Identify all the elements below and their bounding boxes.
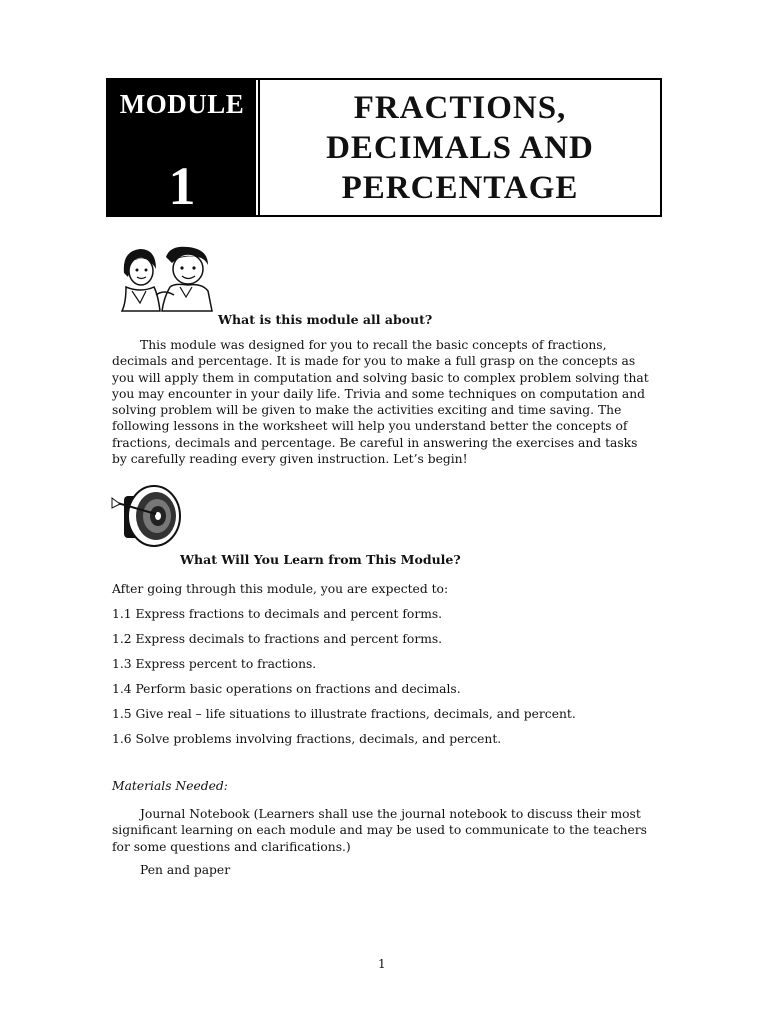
materials-label: Materials Needed: [112, 779, 228, 793]
module-label-block [108, 80, 256, 215]
objective-item: 1.5 Give real – life situations to illustrate fractions, decimals, and percent. [112, 707, 576, 721]
module-title [310, 88, 610, 208]
objective-item: 1.2 Express decimals to fractions and percent forms. [112, 632, 443, 646]
about-paragraph-text: This module was designed for you to recall the basic concepts of fractions, decimals and percentage. It is made for you to make a full grasp on the concepts as you will apply them in computation and solving basic to complex problem solving that you may encounter in your daily life. Trivia and some techniques on computation and solving problem will be given to make the activities exciting and time saving. The following lessons in the worksheet will help you understand better the concepts of fractions, decimals and percentage. Be careful in answering the exercises and tasks by carefully reading every given instruction. Let’s begin! [112, 338, 649, 467]
objective-item: 1.3 Express percent to fractions. [112, 657, 317, 671]
module-word: MODULE [119, 89, 245, 119]
title-line-2: DECIMALS AND [326, 129, 594, 166]
about-heading: What is this module all about? [218, 312, 433, 327]
journal-paragraph [112, 806, 652, 855]
pen-and-paper: Pen and paper [140, 863, 231, 877]
learn-intro: After going through this module, you are expected to: [112, 582, 449, 596]
about-paragraph [112, 337, 652, 467]
objective-item: 1.4 Perform basic operations on fractions and decimals. [112, 682, 461, 696]
learn-heading: What Will You Learn from This Module? [180, 552, 461, 567]
title-line-3: PERCENTAGE [341, 169, 579, 206]
title-line-1: FRACTIONS, [353, 89, 567, 126]
journal-text: Journal Notebook (Learners shall use the journal notebook to discuss their most significant learning on each module and may be used to communicate to the teachers for some questions and clarifications.) [112, 807, 647, 854]
objective-item: 1.6 Solve problems involving fractions, decimals, and percent. [112, 732, 502, 746]
module-number: 1 [168, 156, 196, 216]
objective-item: 1.1 Express fractions to decimals and percent forms. [112, 607, 443, 621]
module-header [106, 78, 662, 217]
page-number: 1 [378, 957, 386, 971]
module-title-block [258, 80, 660, 215]
kids-illustration [116, 243, 214, 313]
target-icon [110, 482, 190, 548]
